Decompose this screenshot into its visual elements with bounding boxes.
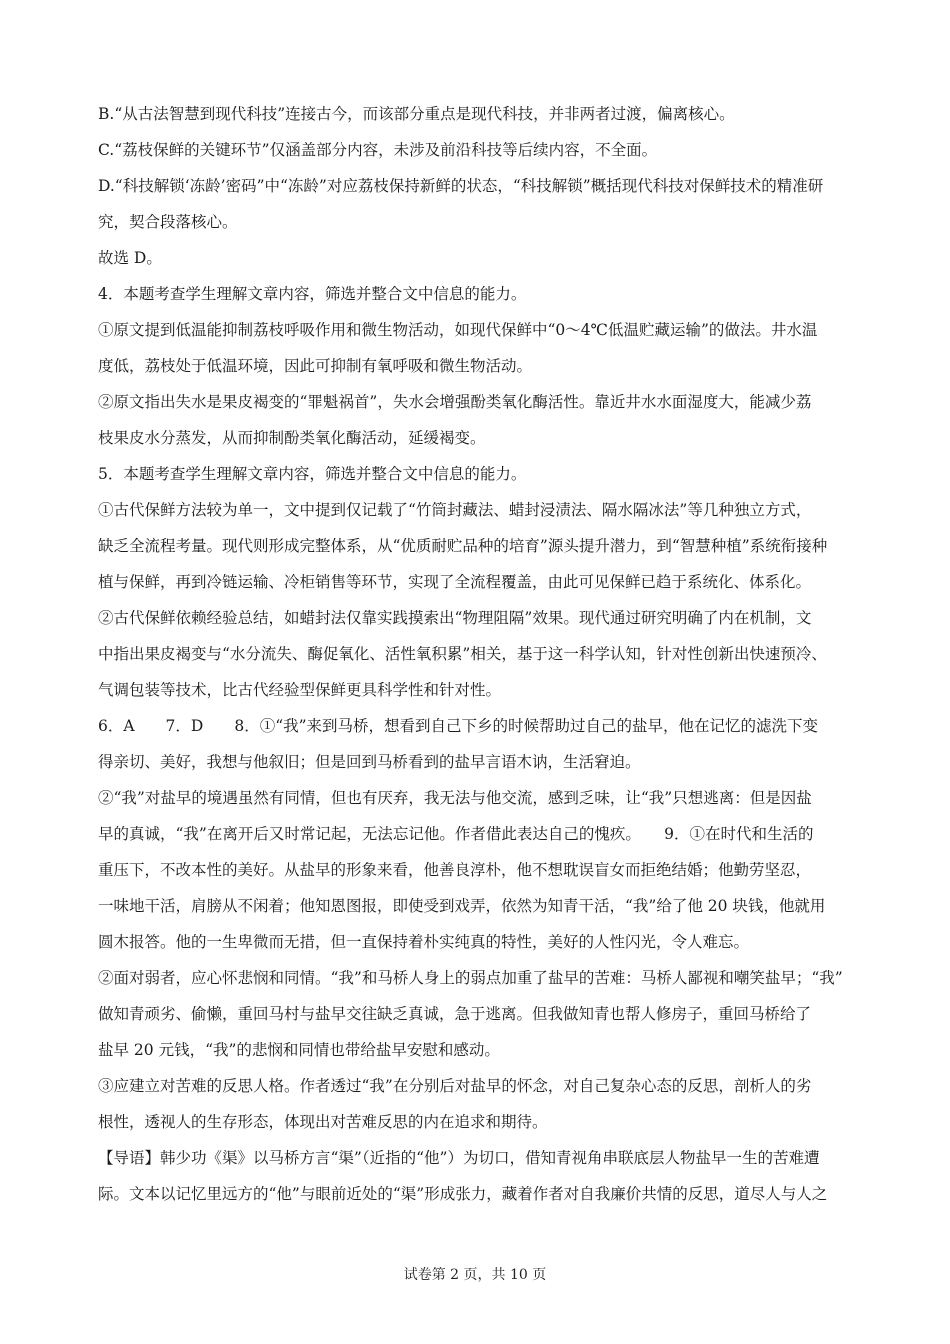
text-line: 一味地干活，肩膀从不闲着；他知恩图报，即使受到戏弄，依然为知青干活，“我”给了他 20 块钱，他就用 [98,897,826,915]
text-line: C.“荔枝保鲜的关键环节”仅涵盖部分内容，未涉及前沿科技等后续内容，不全面。 [98,141,658,159]
text-line: 重压下，不改本性的美好。从盐早的形象来看，他善良淳朴，他不想耽误盲女而拒绝结婚；他勤劳坚忍， [98,861,812,879]
text-line: 圆木报答。他的一生卑微而无措，但一直保持着朴实纯真的特性，美好的人性闪光，令人难忘。 [98,933,750,951]
text-line: 究，契合段落核心。 [98,213,238,231]
text-line: 枝果皮水分蒸发，从而抑制酚类氧化酶活动，延缓褐变。 [98,429,486,447]
text-line: ②面对弱者，应心怀悲悯和同情。“我”和马桥人身上的弱点加重了盐早的苦难：马桥人鄙视和嘲笑盐早；“我” [98,969,843,987]
text-line: 植与保鲜，再到冷链运输、冷柜销售等环节，实现了全流程覆盖，由此可见保鲜已趋于系统化、体系化。 [98,573,812,591]
text-line: 中指出果皮褐变与“水分流失、酶促氧化、活性氧积累”相关，基于这一科学认知，针对性创新出快速预冷、 [98,645,827,663]
text-line: 度低，荔枝处于低温环境，因此可抑制有氧呼吸和微生物活动。 [98,357,533,375]
text-line: ③应建立对苦难的反思人格。作者透过“我”在分别后对盐早的怀念，对自己复杂心态的反思，剖析人的劣 [98,1077,812,1095]
text-line: ②古代保鲜依赖经验总结，如蜡封法仅靠实践摸索出“物理阻隔”效果。现代通过研究明确了内在机制，文 [98,609,812,627]
text-line: ①原文提到低温能抑制荔枝呼吸作用和微生物活动，如现代保鲜中“0～4℃低温贮藏运输”的做法。井水温 [98,321,818,339]
text-line: 5．本题考查学生理解文章内容，筛选并整合文中信息的能力。 [98,465,527,483]
text-line: ②原文指出失水是果皮褐变的“罪魁祸首”，失水会增强酚类氧化酶活性。靠近井水水面湿度大，能减少荔 [98,393,812,411]
text-line: 故选 D。 [98,249,162,267]
text-line: 6．A 7．D 8．①“我”来到马桥，想看到自己下乡的时候帮助过自己的盐早，他在记忆的滤洗下变 [98,717,819,735]
text-line: B.“从古法智慧到现代科技”连接古今，而该部分重点是现代科技，并非两者过渡，偏离核心。 [98,105,735,123]
text-line: 根性，透视人的生存形态，体现出对苦难反思的内在追求和期待。 [98,1113,548,1131]
text-line: 缺乏全流程考量。现代则形成完整体系，从“优质耐贮品种的培育”源头提升潜力，到“智慧种植”系统衔接种 [98,537,828,555]
text-line: 得亲切、美好，我想与他叙旧；但是回到马桥看到的盐早言语木讷，生活窘迫。 [98,753,641,771]
text-line: 4．本题考查学生理解文章内容，筛选并整合文中信息的能力。 [98,285,527,303]
text-line: 早的真诚，“我”在离开后又时常记起，无法忘记他。作者借此表达自己的愧疚。 9．①在时代和生活的 [98,825,814,843]
text-line: 气调包装等技术，比古代经验型保鲜更具科学性和针对性。 [98,681,502,699]
text-line: ①古代保鲜方法较为单一，文中提到仅记载了“竹筒封藏法、蜡封浸渍法、隔水隔冰法”等几种独立方式， [98,501,812,519]
page-footer: 试卷第 2 页，共 10 页 [403,1267,547,1283]
text-line: 际。文本以记忆里远方的“他”与眼前近处的“渠”形成张力，藏着作者对自我廉价共情的反思，道尽人与人之 [98,1185,828,1203]
text-line: 做知青顽劣、偷懒，重回马村与盐早交往缺乏真诚，急于逃离。但我做知青也帮人修房子，重回马桥给了 [98,1005,812,1023]
text-line: ②“我”对盐早的境遇虽然有同情，但也有厌弃，我无法与他交流，感到乏味，让“我”只想逃离：但是因盐 [98,789,812,807]
text-line: 盐早 20 元钱，“我”的悲悯和同情也带给盐早安慰和感动。 [98,1041,500,1059]
text-line: 【导语】韩少功《渠》以马桥方言“渠”（近指的“他”）为切口，借知青视角串联底层人物盐早一生的苦难遭 [98,1149,820,1167]
text-line: D.“科技解锁‘冻龄’密码”中“冻龄”对应荔枝保持新鲜的状态，“科技解锁”概括现代科技对保鲜技术的精准研 [98,177,824,195]
document-body [98,96,860,1212]
